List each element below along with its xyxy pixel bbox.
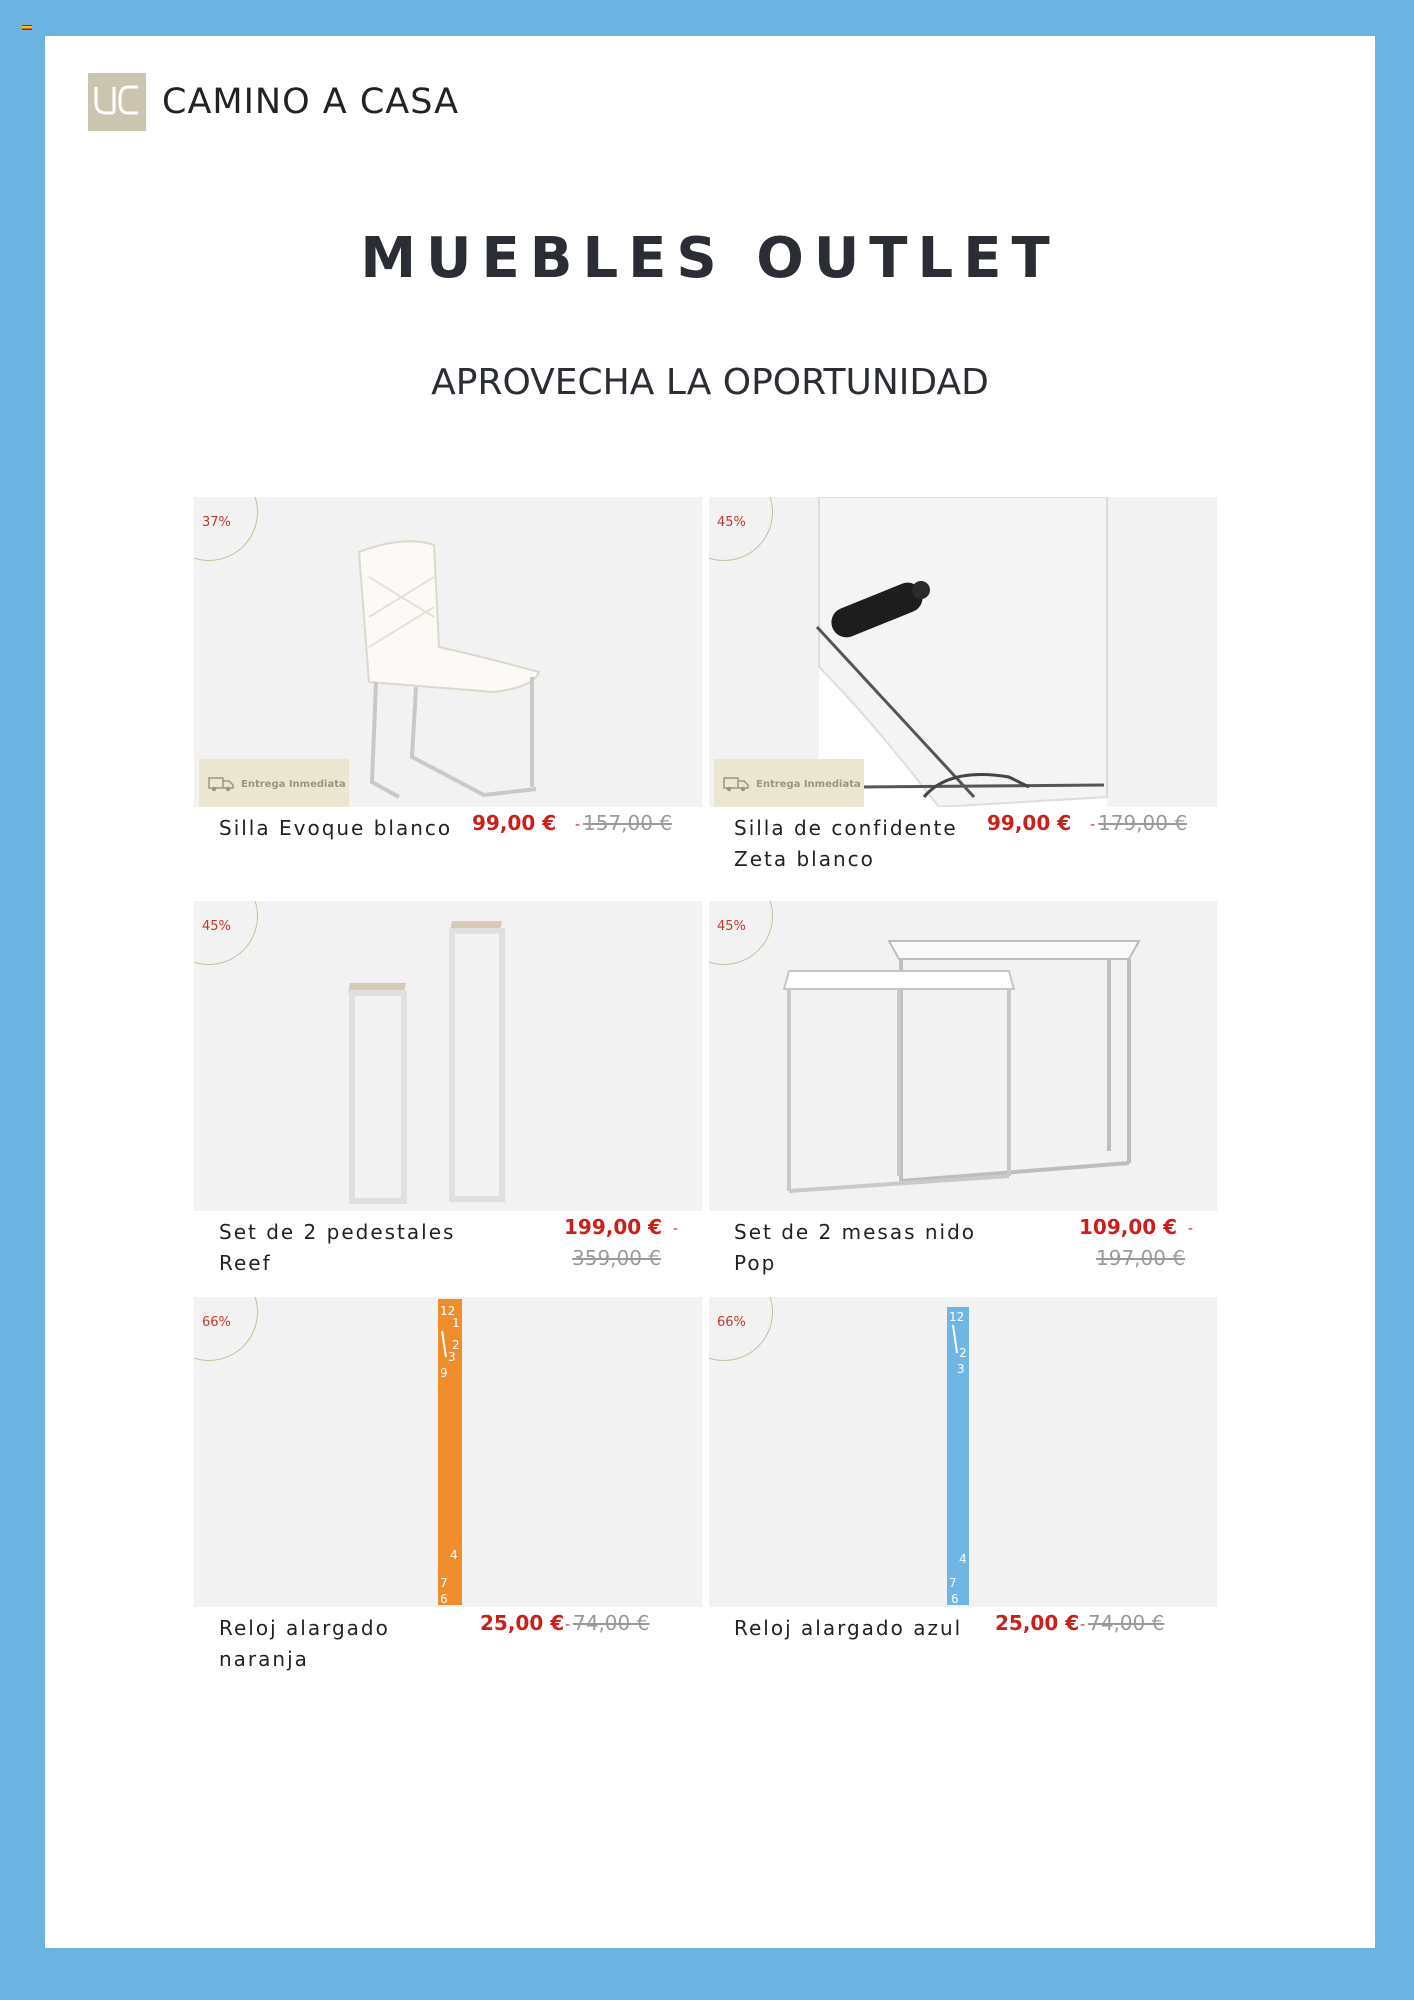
nesting-tables-illustration (709, 901, 1217, 1211)
brand-name: CAMINO A CASA (162, 82, 460, 122)
product-old-price: 74,00 € (573, 1611, 650, 1635)
product-name[interactable]: Reloj alargado naranja (219, 1616, 390, 1671)
svg-text:12: 12 (949, 1310, 965, 1324)
svg-text:7: 7 (949, 1576, 957, 1590)
discount-label: 45% (202, 919, 231, 934)
product-price: 99,00 € (472, 811, 557, 835)
product-name[interactable]: Set de 2 pedestales Reef (219, 1220, 456, 1275)
delivery-label: Entrega Inmediata (241, 778, 346, 790)
product-image[interactable] (709, 497, 1217, 807)
svg-text:2: 2 (452, 1338, 460, 1352)
price-separator: - (1080, 1617, 1086, 1633)
product-image[interactable] (709, 1297, 1217, 1607)
product-image[interactable] (709, 901, 1217, 1211)
product-image[interactable] (194, 1297, 702, 1607)
svg-text:6: 6 (951, 1592, 959, 1606)
product-card[interactable] (709, 497, 1217, 887)
svg-text:12: 12 (440, 1304, 456, 1318)
pedestals-illustration (194, 901, 702, 1211)
spain-flag-icon (22, 25, 32, 30)
delivery-label: Entrega Inmediata (756, 778, 861, 790)
product-card[interactable] (709, 901, 1217, 1291)
delivery-badge (199, 759, 349, 807)
product-price: 109,00 € (1079, 1215, 1178, 1239)
svg-text:4: 4 (959, 1552, 967, 1566)
product-card[interactable] (709, 1297, 1217, 1687)
price-separator: - (575, 817, 581, 833)
blue-clock-illustration (709, 1297, 1217, 1607)
product-name[interactable]: Silla Evoque blanco (219, 816, 453, 840)
product-old-price: 179,00 € (1098, 811, 1188, 835)
delivery-badge (714, 759, 864, 807)
product-price: 25,00 € (995, 1611, 1080, 1635)
product-old-price: 74,00 € (1088, 1611, 1165, 1635)
price-separator: - (565, 1617, 571, 1633)
product-old-price: 157,00 € (583, 811, 673, 835)
svg-text:3: 3 (448, 1350, 456, 1364)
product-name[interactable]: Reloj alargado azul (734, 1616, 963, 1640)
svg-text:9: 9 (440, 1366, 448, 1380)
svg-text:7: 7 (440, 1576, 448, 1590)
product-price: 25,00 € (480, 1611, 565, 1635)
truck-icon (207, 775, 235, 793)
brand-mark-icon (88, 73, 146, 131)
svg-text:4: 4 (450, 1548, 458, 1562)
discount-label: 45% (717, 919, 746, 934)
product-card[interactable] (194, 1297, 702, 1687)
svg-text:2: 2 (959, 1346, 967, 1360)
product-name[interactable]: Set de 2 mesas nido Pop (734, 1220, 977, 1275)
discount-label: 66% (717, 1315, 746, 1330)
svg-text:1: 1 (452, 1316, 460, 1330)
product-image[interactable] (194, 901, 702, 1211)
product-name[interactable]: Silla de confidente Zeta blanco (734, 816, 958, 871)
svg-text:3: 3 (957, 1362, 965, 1376)
product-image[interactable] (194, 497, 702, 807)
price-separator: - (673, 1221, 679, 1237)
product-old-price: 359,00 € (572, 1246, 662, 1270)
product-old-price: 197,00 € (1096, 1246, 1186, 1270)
discount-label: 37% (202, 515, 231, 530)
product-price: 199,00 € (564, 1215, 663, 1239)
page-subtitle: APROVECHA LA OPORTUNIDAD (431, 362, 989, 403)
orange-clock-illustration (194, 1297, 702, 1607)
price-separator: - (1188, 1221, 1194, 1237)
svg-text:6: 6 (440, 1592, 448, 1606)
price-separator: - (1090, 817, 1096, 833)
discount-label: 45% (717, 515, 746, 530)
discount-label: 66% (202, 1315, 231, 1330)
product-card[interactable] (194, 497, 702, 887)
catalog-page (45, 36, 1375, 1948)
product-card[interactable] (194, 901, 702, 1291)
brand-logo[interactable] (88, 72, 459, 132)
truck-icon (722, 775, 750, 793)
product-price: 99,00 € (987, 811, 1072, 835)
page-title: MUEBLES OUTLET (360, 226, 1060, 291)
